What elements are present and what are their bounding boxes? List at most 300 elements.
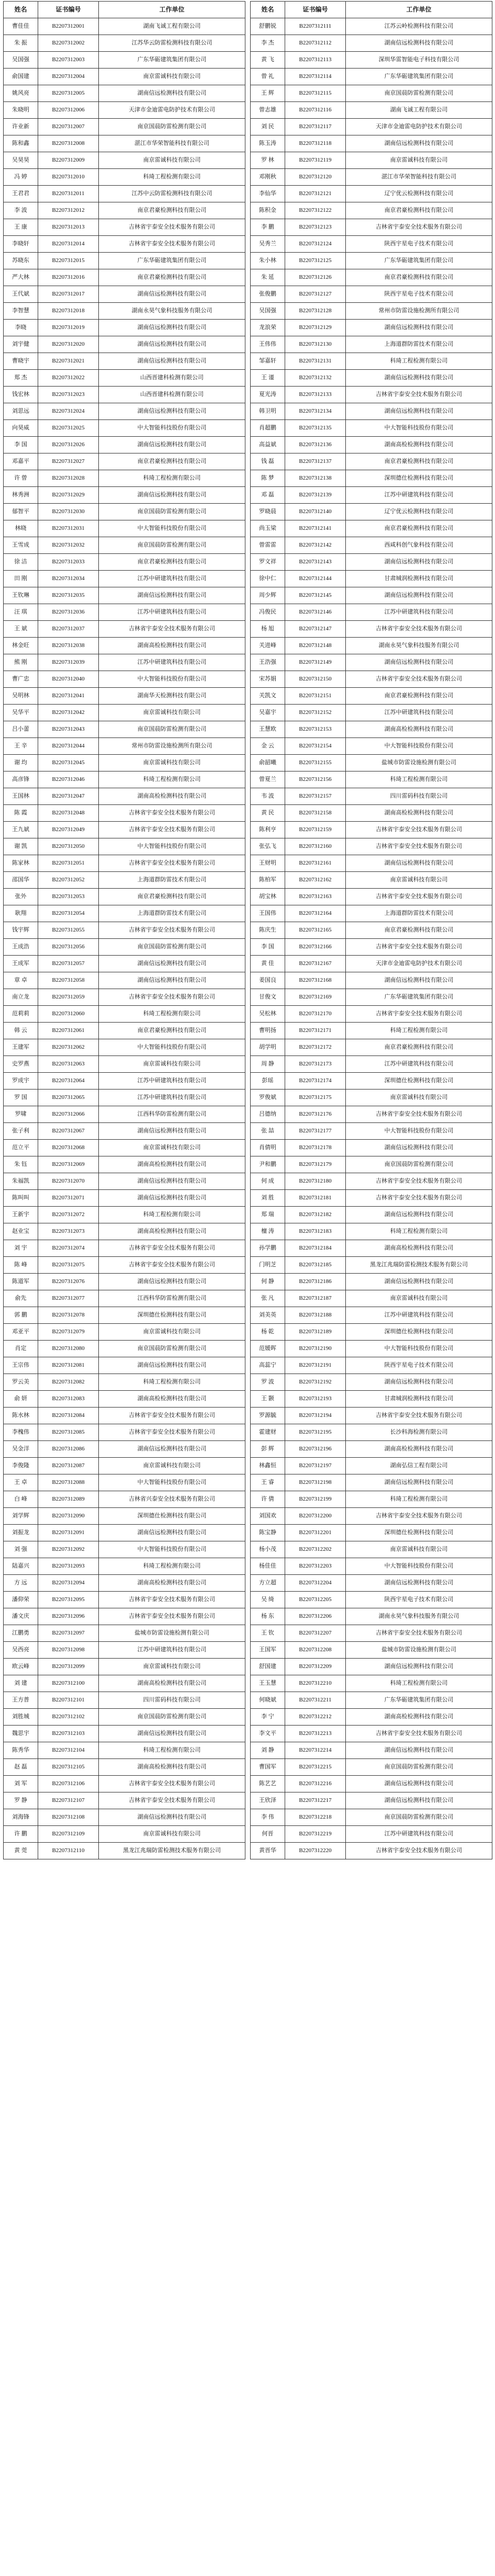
certificate-number: B2207312075 bbox=[38, 1257, 99, 1274]
certificate-number: B2207312189 bbox=[285, 1324, 346, 1341]
table-row bbox=[4, 1843, 245, 1859]
work-unit: 长沙科海检测有限公司 bbox=[346, 1424, 492, 1441]
certificate-number: B2207312155 bbox=[285, 755, 346, 771]
person-name: 王 谨 bbox=[251, 370, 285, 387]
person-name: 钱 磊 bbox=[251, 453, 285, 470]
table-row bbox=[251, 1675, 492, 1692]
roster-body-right bbox=[251, 18, 492, 1859]
table-row bbox=[4, 621, 245, 638]
work-unit: 吉林省宇泰安全技术服务有限公司 bbox=[99, 1424, 245, 1441]
person-name: 王国军 bbox=[251, 1642, 285, 1659]
certificate-number: B2207312096 bbox=[38, 1608, 99, 1625]
work-unit: 江苏中研建筑科技有限公司 bbox=[346, 487, 492, 504]
person-name: 朱 振 bbox=[4, 35, 38, 52]
table-row bbox=[4, 1726, 245, 1742]
person-name: 王新宇 bbox=[4, 1207, 38, 1223]
work-unit: 江苏中研建筑科技有限公司 bbox=[99, 1642, 245, 1659]
certificate-number: B2207312195 bbox=[285, 1424, 346, 1441]
table-row bbox=[4, 320, 245, 336]
person-name: 罗晓晨 bbox=[251, 504, 285, 520]
certificate-number: B2207312147 bbox=[285, 621, 346, 638]
certificate-number: B2207312064 bbox=[38, 1073, 99, 1090]
table-row bbox=[251, 1776, 492, 1792]
work-unit: 吉林省宇泰安全技术服务有限公司 bbox=[346, 838, 492, 855]
work-unit: 吉林省宇泰安全技术服务有限公司 bbox=[346, 1173, 492, 1190]
certificate-number: B2207312081 bbox=[38, 1357, 99, 1374]
table-row bbox=[251, 487, 492, 504]
person-name: 夏光涛 bbox=[251, 387, 285, 403]
work-unit: 湖南信远检测科技有限公司 bbox=[346, 972, 492, 989]
certificate-number: B2207312097 bbox=[38, 1625, 99, 1642]
work-unit: 南京君豪检测科技有限公司 bbox=[99, 554, 245, 571]
table-row bbox=[4, 1608, 245, 1625]
certificate-number: B2207312062 bbox=[38, 1039, 99, 1056]
person-name: 熊 刚 bbox=[4, 654, 38, 671]
work-unit: 吉林省宇泰安全技术服务有限公司 bbox=[346, 822, 492, 838]
table-row bbox=[4, 1759, 245, 1776]
table-row bbox=[4, 838, 245, 855]
certificate-number: B2207312047 bbox=[38, 788, 99, 805]
certificate-number: B2207312210 bbox=[285, 1675, 346, 1692]
person-name: 王 斌 bbox=[4, 621, 38, 638]
certificate-number: B2207312016 bbox=[38, 269, 99, 286]
work-unit: 湖南信远检测科技有限公司 bbox=[346, 1792, 492, 1809]
certificate-number: B2207312162 bbox=[285, 872, 346, 889]
table-row bbox=[4, 1023, 245, 1039]
person-name: 邓嘉平 bbox=[4, 453, 38, 470]
certificate-number: B2207312130 bbox=[285, 336, 346, 353]
person-name: 李 伟 bbox=[251, 1809, 285, 1826]
work-unit: 湖南飞诚工程有限公司 bbox=[99, 18, 245, 35]
person-name: 黄 民 bbox=[251, 805, 285, 822]
person-name: 李 国 bbox=[251, 939, 285, 956]
certificate-number: B2207312199 bbox=[285, 1491, 346, 1508]
certificate-number: B2207312077 bbox=[38, 1290, 99, 1307]
table-row bbox=[4, 1809, 245, 1826]
person-name: 关进峰 bbox=[251, 638, 285, 654]
certificate-number: B2207312116 bbox=[285, 102, 346, 119]
certificate-number: B2207312185 bbox=[285, 1257, 346, 1274]
table-row bbox=[4, 1090, 245, 1106]
person-name: 王国伟 bbox=[251, 905, 285, 922]
person-name: 刘国欢 bbox=[251, 1508, 285, 1525]
work-unit: 吉林省宇泰安全技术服务有限公司 bbox=[346, 671, 492, 688]
table-row bbox=[251, 520, 492, 537]
work-unit: 湖南信远检测科技有限公司 bbox=[99, 1525, 245, 1541]
certificate-number: B2207312033 bbox=[38, 554, 99, 571]
work-unit: 湖南高检检测科技有限公司 bbox=[99, 638, 245, 654]
table-row bbox=[251, 1424, 492, 1441]
work-unit: 山西晋建科检测有限公司 bbox=[99, 370, 245, 387]
work-unit: 吉林省宇泰安全技术服务有限公司 bbox=[346, 1106, 492, 1123]
work-unit: 吉林省宇泰安全技术服务有限公司 bbox=[99, 219, 245, 236]
person-name: 潘仰荣 bbox=[4, 1592, 38, 1608]
table-row bbox=[4, 1123, 245, 1140]
person-name: 韦 波 bbox=[251, 788, 285, 805]
work-unit: 江西科华防雷检测有限公司 bbox=[99, 1290, 245, 1307]
work-unit: 南京雷诚科技有限公司 bbox=[99, 1324, 245, 1341]
work-unit: 南京雷诚科技有限公司 bbox=[99, 705, 245, 721]
certificate-number: B2207312172 bbox=[285, 1039, 346, 1056]
table-row bbox=[4, 1776, 245, 1792]
certificate-number: B2207312115 bbox=[285, 85, 346, 102]
table-row bbox=[251, 219, 492, 236]
certificate-number: B2207312024 bbox=[38, 403, 99, 420]
certificate-number: B2207312205 bbox=[285, 1592, 346, 1608]
table-row bbox=[4, 1274, 245, 1290]
work-unit: 广东华砺建筑集团有限公司 bbox=[99, 52, 245, 69]
work-unit: 深圳德仕检测科技有限公司 bbox=[346, 1324, 492, 1341]
person-name: 王九斌 bbox=[4, 822, 38, 838]
work-unit: 南京雷诚科技有限公司 bbox=[99, 152, 245, 169]
work-unit: 湖南高检检测科技有限公司 bbox=[99, 788, 245, 805]
work-unit: 江苏中研建筑科技有限公司 bbox=[346, 604, 492, 621]
person-name: 郭 鹏 bbox=[4, 1307, 38, 1324]
table-row bbox=[4, 822, 245, 838]
table-row bbox=[251, 1257, 492, 1274]
table-row bbox=[251, 1659, 492, 1675]
table-row bbox=[251, 554, 492, 571]
table-row bbox=[251, 1642, 492, 1659]
table-row bbox=[251, 1759, 492, 1776]
work-unit: 南京君豪检测科技有限公司 bbox=[346, 453, 492, 470]
work-unit: 中大智能科技股份有限公司 bbox=[99, 1474, 245, 1491]
table-row bbox=[4, 889, 245, 905]
certificate-number: B2207312117 bbox=[285, 119, 346, 135]
work-unit: 湖南信远检测科技有限公司 bbox=[99, 353, 245, 370]
work-unit: 湖南信远检测科技有限公司 bbox=[99, 403, 245, 420]
roster-body-left bbox=[4, 18, 245, 1859]
certificate-number: B2207312104 bbox=[38, 1742, 99, 1759]
work-unit: 吉林省宇泰安全技术服务有限公司 bbox=[99, 1608, 245, 1625]
certificate-number: B2207312046 bbox=[38, 771, 99, 788]
work-unit: 湖南信远检测科技有限公司 bbox=[346, 855, 492, 872]
work-unit: 甘肃城润检测科技有限公司 bbox=[346, 1391, 492, 1408]
work-unit: 湛江市华荣智能科技有限公司 bbox=[99, 135, 245, 152]
person-name: 曾志雄 bbox=[251, 102, 285, 119]
person-name: 吴西亮 bbox=[4, 1642, 38, 1659]
person-name: 王 辉 bbox=[251, 85, 285, 102]
table-row bbox=[251, 1709, 492, 1726]
person-name: 陈积金 bbox=[251, 202, 285, 219]
person-name: 陈和鑫 bbox=[4, 135, 38, 152]
work-unit: 湛江市华荣智能科技有限公司 bbox=[346, 169, 492, 186]
work-unit: 吉林省宇泰安全技术服务有限公司 bbox=[99, 1240, 245, 1257]
person-name: 曾雷雷 bbox=[251, 537, 285, 554]
table-row bbox=[4, 788, 245, 805]
person-name: 罗 林 bbox=[251, 152, 285, 169]
table-row bbox=[4, 1458, 245, 1474]
table-row bbox=[251, 1608, 492, 1625]
work-unit: 南京雷诚科技有限公司 bbox=[99, 755, 245, 771]
table-row bbox=[251, 1274, 492, 1290]
table-row bbox=[251, 1156, 492, 1173]
certificate-number: B2207312086 bbox=[38, 1441, 99, 1458]
person-name: 南立龙 bbox=[4, 989, 38, 1006]
person-name: 王钦琳 bbox=[4, 587, 38, 604]
person-name: 陆嘉兴 bbox=[4, 1558, 38, 1575]
person-name: 朱晓明 bbox=[4, 102, 38, 119]
work-unit: 吉林省宇泰安全技术服务有限公司 bbox=[99, 1776, 245, 1792]
work-unit: 江苏中云防雷检测科技有限公司 bbox=[99, 186, 245, 202]
table-row bbox=[251, 1843, 492, 1859]
certificate-number: B2207312137 bbox=[285, 453, 346, 470]
work-unit: 辽宁优云检测科技有限公司 bbox=[346, 504, 492, 520]
work-unit: 科琦工程检测有限公司 bbox=[99, 1558, 245, 1575]
certificate-number: B2207312128 bbox=[285, 303, 346, 320]
work-unit: 吉林省宇泰安全技术服务有限公司 bbox=[346, 387, 492, 403]
certificate-number: B2207312175 bbox=[285, 1090, 346, 1106]
person-name: 李 杰 bbox=[251, 35, 285, 52]
header-cert: 证书编号 bbox=[38, 2, 99, 18]
certificate-number: B2207312008 bbox=[38, 135, 99, 152]
certificate-number: B2207312159 bbox=[285, 822, 346, 838]
work-unit: 上海道群防雷技术有限公司 bbox=[346, 905, 492, 922]
certificate-number: B2207312021 bbox=[38, 353, 99, 370]
table-row bbox=[4, 487, 245, 504]
work-unit: 中大智能科技股份有限公司 bbox=[99, 838, 245, 855]
work-unit: 常州市防雷设施检测所有限公司 bbox=[99, 738, 245, 755]
table-row bbox=[251, 1341, 492, 1357]
person-name: 许 鹏 bbox=[4, 1826, 38, 1843]
certificate-number: B2207312059 bbox=[38, 989, 99, 1006]
person-name: 陈玉涛 bbox=[251, 135, 285, 152]
person-name: 李文平 bbox=[251, 1726, 285, 1742]
work-unit: 科琦工程检测有限公司 bbox=[99, 1207, 245, 1223]
certificate-number: B2207312079 bbox=[38, 1324, 99, 1341]
work-unit: 吉林省宇泰安全技术服务有限公司 bbox=[346, 1006, 492, 1023]
work-unit: 科琦工程检测有限公司 bbox=[346, 353, 492, 370]
table-row bbox=[251, 470, 492, 487]
work-unit: 湖南永昊气象科技服务有限公司 bbox=[346, 1608, 492, 1625]
table-row bbox=[251, 855, 492, 872]
person-name: 肖超鹏 bbox=[251, 420, 285, 437]
certificate-number: B2207312198 bbox=[285, 1474, 346, 1491]
work-unit: 南京君豪检测科技有限公司 bbox=[346, 202, 492, 219]
person-name: 吴昊昊 bbox=[4, 152, 38, 169]
work-unit: 南京雷诚科技有限公司 bbox=[346, 152, 492, 169]
person-name: 何晓斌 bbox=[251, 1692, 285, 1709]
table-row bbox=[4, 587, 245, 604]
person-name: 李仙华 bbox=[251, 186, 285, 202]
roster-table-right bbox=[250, 1, 492, 1859]
certificate-number: B2207312180 bbox=[285, 1173, 346, 1190]
work-unit: 吉林省宇泰安全技术服务有限公司 bbox=[99, 1408, 245, 1424]
certificate-number: B2207312036 bbox=[38, 604, 99, 621]
certificate-number: B2207312209 bbox=[285, 1659, 346, 1675]
table-row bbox=[4, 805, 245, 822]
certificate-number: B2207312042 bbox=[38, 705, 99, 721]
work-unit: 湖南信远检测科技有限公司 bbox=[99, 1357, 245, 1374]
work-unit: 盐城市防雷设施检测有限公司 bbox=[99, 1625, 245, 1642]
table-row bbox=[251, 838, 492, 855]
work-unit: 湖南高检检测科技有限公司 bbox=[346, 1240, 492, 1257]
certificate-number: B2207312071 bbox=[38, 1190, 99, 1207]
work-unit: 湖南信远检测科技有限公司 bbox=[99, 972, 245, 989]
work-unit: 四川雷码科技有限公司 bbox=[99, 1692, 245, 1709]
table-row bbox=[4, 1357, 245, 1374]
work-unit: 湖南信远检测科技有限公司 bbox=[346, 1742, 492, 1759]
table-row bbox=[251, 1023, 492, 1039]
work-unit: 科琦工程检测有限公司 bbox=[346, 1023, 492, 1039]
table-row bbox=[4, 1173, 245, 1190]
certificate-number: B2207312088 bbox=[38, 1474, 99, 1491]
work-unit: 湖南信远检测科技有限公司 bbox=[346, 1374, 492, 1391]
person-name: 许 曾 bbox=[4, 470, 38, 487]
table-row bbox=[251, 135, 492, 152]
work-unit: 南京君豪检测科技有限公司 bbox=[99, 889, 245, 905]
person-name: 俞 妍 bbox=[4, 1391, 38, 1408]
certificate-number: B2207312023 bbox=[38, 387, 99, 403]
table-row bbox=[251, 1558, 492, 1575]
person-name: 刘 静 bbox=[251, 1742, 285, 1759]
certificate-number: B2207312063 bbox=[38, 1056, 99, 1073]
certificate-number: B2207312040 bbox=[38, 671, 99, 688]
person-name: 李 鹏 bbox=[251, 219, 285, 236]
table-row bbox=[4, 1073, 245, 1090]
table-header-row bbox=[251, 2, 492, 18]
certificate-number: B2207312043 bbox=[38, 721, 99, 738]
work-unit: 湖南信远检测科技有限公司 bbox=[99, 320, 245, 336]
certificate-number: B2207312010 bbox=[38, 169, 99, 186]
certificate-number: B2207312141 bbox=[285, 520, 346, 537]
certificate-number: B2207312083 bbox=[38, 1391, 99, 1408]
table-row bbox=[4, 1290, 245, 1307]
certificate-number: B2207312142 bbox=[285, 537, 346, 554]
certificate-number: B2207312011 bbox=[38, 186, 99, 202]
table-row bbox=[251, 889, 492, 905]
work-unit: 南京君豪检测科技有限公司 bbox=[99, 269, 245, 286]
work-unit: 江西科华防雷检测有限公司 bbox=[99, 1106, 245, 1123]
table-row bbox=[251, 202, 492, 219]
certificate-number: B2207312022 bbox=[38, 370, 99, 387]
table-row bbox=[4, 236, 245, 253]
table-header-row bbox=[4, 2, 245, 18]
person-name: 王慧欧 bbox=[251, 721, 285, 738]
person-name: 王成军 bbox=[4, 956, 38, 972]
person-name: 刘 军 bbox=[4, 1776, 38, 1792]
certificate-number: B2207312102 bbox=[38, 1709, 99, 1726]
work-unit: 湖南高检检测科技有限公司 bbox=[99, 1759, 245, 1776]
person-name: 陈 霞 bbox=[4, 805, 38, 822]
table-row bbox=[251, 1090, 492, 1106]
certificate-number: B2207312127 bbox=[285, 286, 346, 303]
table-row bbox=[4, 1625, 245, 1642]
certificate-number: B2207312009 bbox=[38, 152, 99, 169]
work-unit: 湖南信远检测科技有限公司 bbox=[346, 1140, 492, 1156]
certificate-number: B2207312174 bbox=[285, 1073, 346, 1090]
person-name: 刘胜城 bbox=[4, 1709, 38, 1726]
work-unit: 吉林省宇泰安全技术服务有限公司 bbox=[346, 1625, 492, 1642]
work-unit: 科琦工程检测有限公司 bbox=[99, 1374, 245, 1391]
work-unit: 吉林省宇泰安全技术服务有限公司 bbox=[346, 1408, 492, 1424]
certificate-number: B2207312109 bbox=[38, 1826, 99, 1843]
table-row bbox=[251, 403, 492, 420]
certificate-number: B2207312148 bbox=[285, 638, 346, 654]
work-unit: 湖南信远检测科技有限公司 bbox=[346, 654, 492, 671]
certificate-number: B2207312192 bbox=[285, 1374, 346, 1391]
table-row bbox=[4, 604, 245, 621]
certificate-number: B2207312074 bbox=[38, 1240, 99, 1257]
table-row bbox=[251, 420, 492, 437]
work-unit: 盐城市防雷设施检测有限公司 bbox=[346, 1642, 492, 1659]
certificate-number: B2207312119 bbox=[285, 152, 346, 169]
work-unit: 江苏中研建筑科技有限公司 bbox=[346, 1826, 492, 1843]
work-unit: 湖南信远检测科技有限公司 bbox=[99, 1190, 245, 1207]
certificate-number: B2207312100 bbox=[38, 1675, 99, 1692]
work-unit: 南京君豪检测科技有限公司 bbox=[346, 922, 492, 939]
certificate-number: B2207312025 bbox=[38, 420, 99, 437]
person-name: 龙浪荣 bbox=[251, 320, 285, 336]
work-unit: 南京雷诚科技有限公司 bbox=[99, 1826, 245, 1843]
table-row bbox=[251, 119, 492, 135]
person-name: 罗 国 bbox=[4, 1090, 38, 1106]
table-row bbox=[251, 1039, 492, 1056]
table-row bbox=[251, 922, 492, 939]
work-unit: 湖南高检检测科技有限公司 bbox=[99, 1391, 245, 1408]
certificate-number: B2207312152 bbox=[285, 705, 346, 721]
certificate-number: B2207312182 bbox=[285, 1207, 346, 1223]
table-row bbox=[4, 771, 245, 788]
certificate-number: B2207312187 bbox=[285, 1290, 346, 1307]
certificate-number: B2207312069 bbox=[38, 1156, 99, 1173]
work-unit: 陕西宇星电子技术有限公司 bbox=[346, 1357, 492, 1374]
person-name: 俞韶曦 bbox=[251, 755, 285, 771]
certificate-number: B2207312158 bbox=[285, 805, 346, 822]
table-row bbox=[4, 336, 245, 353]
certificate-number: B2207312197 bbox=[285, 1458, 346, 1474]
certificate-number: B2207312080 bbox=[38, 1341, 99, 1357]
table-row bbox=[251, 1441, 492, 1458]
person-name: 张外 bbox=[4, 889, 38, 905]
certificate-number: B2207312139 bbox=[285, 487, 346, 504]
table-row bbox=[251, 269, 492, 286]
table-row bbox=[251, 638, 492, 654]
work-unit: 湖南信远检测科技有限公司 bbox=[346, 1474, 492, 1491]
table-row bbox=[251, 1575, 492, 1592]
certificate-number: B2207312004 bbox=[38, 69, 99, 85]
work-unit: 湖南华天检测科技有限公司 bbox=[99, 688, 245, 705]
work-unit: 湖南信远检测科技有限公司 bbox=[99, 487, 245, 504]
certificate-number: B2207312169 bbox=[285, 989, 346, 1006]
work-unit: 吉林省宇泰安全技术服务有限公司 bbox=[346, 1508, 492, 1525]
person-name: 邹嘉轩 bbox=[251, 353, 285, 370]
work-unit: 陕西宇星电子技术有限公司 bbox=[346, 286, 492, 303]
table-row bbox=[4, 85, 245, 102]
certificate-number: B2207312106 bbox=[38, 1776, 99, 1792]
certificate-number: B2207312112 bbox=[285, 35, 346, 52]
certificate-number: B2207312072 bbox=[38, 1207, 99, 1223]
certificate-number: B2207312015 bbox=[38, 253, 99, 269]
work-unit: 中大智能科技股份有限公司 bbox=[99, 520, 245, 537]
certificate-number: B2207312179 bbox=[285, 1156, 346, 1173]
person-name: 林金旺 bbox=[4, 638, 38, 654]
certificate-number: B2207312054 bbox=[38, 905, 99, 922]
work-unit: 南京雷诚科技有限公司 bbox=[346, 1541, 492, 1558]
table-row bbox=[4, 18, 245, 35]
certificate-number: B2207312028 bbox=[38, 470, 99, 487]
table-row bbox=[4, 638, 245, 654]
work-unit: 南京国晨防雷检测有限公司 bbox=[99, 1709, 245, 1726]
certificate-number: B2207312058 bbox=[38, 972, 99, 989]
certificate-number: B2207312188 bbox=[285, 1307, 346, 1324]
person-name: 李俊隆 bbox=[4, 1458, 38, 1474]
certificate-number: B2207312105 bbox=[38, 1759, 99, 1776]
certificate-number: B2207312212 bbox=[285, 1709, 346, 1726]
work-unit: 科琦工程检测有限公司 bbox=[346, 1491, 492, 1508]
person-name: 曾 礼 bbox=[251, 69, 285, 85]
table-row bbox=[4, 219, 245, 236]
